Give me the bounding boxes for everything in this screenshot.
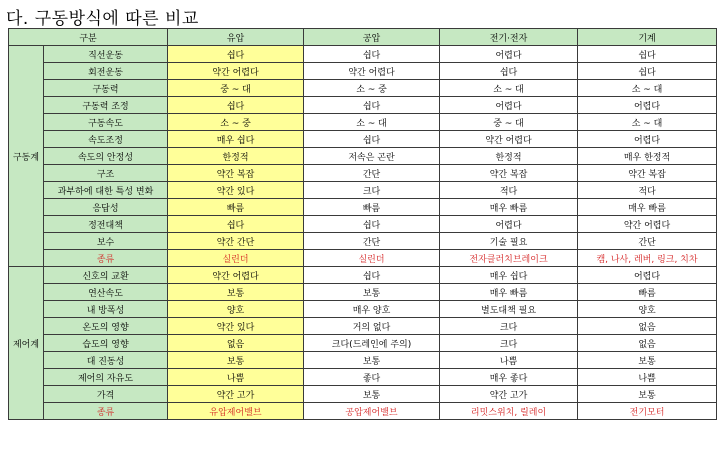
mechanical-cell: 나쁨 <box>578 369 717 386</box>
row-item-label: 온도의 영향 <box>44 318 168 335</box>
row-item-label: 내 방폭성 <box>44 301 168 318</box>
pneumatic-cell: 약간 어렵다 <box>304 63 440 80</box>
hydraulic-cell: 쉽다 <box>168 46 304 63</box>
mechanical-cell: 매우 빠름 <box>578 199 717 216</box>
table-row <box>9 369 717 386</box>
hydraulic-cell: 약간 고가 <box>168 386 304 403</box>
table-row <box>9 148 717 165</box>
hydraulic-cell: 약간 있다 <box>168 318 304 335</box>
hydraulic-cell: 소 ~ 중 <box>168 114 304 131</box>
electric-cell: 나쁨 <box>440 352 578 369</box>
pneumatic-cell: 거의 없다 <box>304 318 440 335</box>
table-row <box>9 352 717 369</box>
pneumatic-cell: 보통 <box>304 284 440 301</box>
electric-cell: 쉽다 <box>440 63 578 80</box>
row-item-label: 연산속도 <box>44 284 168 301</box>
comparison-table <box>8 28 717 420</box>
row-item-label: 가격 <box>44 386 168 403</box>
row-item-label: 과부하에 대한 특성 변화 <box>44 182 168 199</box>
table-row <box>9 199 717 216</box>
table-row <box>9 386 717 403</box>
pneumatic-cell: 공압제어밸브 <box>304 403 440 420</box>
pneumatic-cell: 보통 <box>304 386 440 403</box>
electric-cell: 소 ~ 대 <box>440 80 578 97</box>
hydraulic-cell: 유압제어밸브 <box>168 403 304 420</box>
electric-cell: 크다 <box>440 318 578 335</box>
table-row <box>9 250 717 267</box>
row-item-label: 보수 <box>44 233 168 250</box>
table-row <box>9 97 717 114</box>
page-title: 다. 구동방식에 따른 비교 <box>6 9 199 29</box>
electric-cell: 어렵다 <box>440 46 578 63</box>
row-item-label: 구동력 조정 <box>44 97 168 114</box>
header-mechanical: 기계 <box>578 29 717 46</box>
table-row <box>9 403 717 420</box>
mechanical-cell: 빠름 <box>578 284 717 301</box>
table-row <box>9 335 717 352</box>
hydraulic-cell: 약간 있다 <box>168 182 304 199</box>
mechanical-cell: 어렵다 <box>578 97 717 114</box>
electric-cell: 적다 <box>440 182 578 199</box>
mechanical-cell: 전기모터 <box>578 403 717 420</box>
row-item-label: 구동력 <box>44 80 168 97</box>
hydraulic-cell: 쉽다 <box>168 216 304 233</box>
table-row <box>9 182 717 199</box>
hydraulic-cell: 매우 쉽다 <box>168 131 304 148</box>
mechanical-cell: 보통 <box>578 352 717 369</box>
mechanical-cell: 약간 어렵다 <box>578 216 717 233</box>
electric-cell: 어렵다 <box>440 97 578 114</box>
hydraulic-cell: 보통 <box>168 352 304 369</box>
pneumatic-cell: 쉽다 <box>304 97 440 114</box>
hydraulic-cell: 약간 간단 <box>168 233 304 250</box>
mechanical-cell: 적다 <box>578 182 717 199</box>
hydraulic-cell: 쉽다 <box>168 97 304 114</box>
row-item-label: 신호의 교환 <box>44 267 168 284</box>
electric-cell: 한정적 <box>440 148 578 165</box>
electric-cell: 매우 빠름 <box>440 284 578 301</box>
pneumatic-cell: 저속은 곤란 <box>304 148 440 165</box>
hydraulic-cell: 실린더 <box>168 250 304 267</box>
pneumatic-cell: 보통 <box>304 352 440 369</box>
electric-cell: 약간 복잡 <box>440 165 578 182</box>
table-row <box>9 233 717 250</box>
hydraulic-cell: 중 ~ 대 <box>168 80 304 97</box>
pneumatic-cell: 쉽다 <box>304 131 440 148</box>
mechanical-cell: 없음 <box>578 335 717 352</box>
row-item-label: 회전운동 <box>44 63 168 80</box>
row-item-label: 정전대책 <box>44 216 168 233</box>
table-row <box>9 216 717 233</box>
mechanical-cell: 어렵다 <box>578 131 717 148</box>
row-item-label: 습도의 영향 <box>44 335 168 352</box>
header-row <box>9 29 717 46</box>
header-electric: 전기·전자 <box>440 29 578 46</box>
mechanical-cell: 없음 <box>578 318 717 335</box>
header-category: 구분 <box>9 29 168 46</box>
mechanical-cell: 약간 복잡 <box>578 165 717 182</box>
group-label: 구동계 <box>9 46 44 267</box>
hydraulic-cell: 양호 <box>168 301 304 318</box>
electric-cell: 약간 어렵다 <box>440 131 578 148</box>
electric-cell: 전자클러치브레이크 <box>440 250 578 267</box>
electric-cell: 리밋스위치, 릴레이 <box>440 403 578 420</box>
hydraulic-cell: 약간 복잡 <box>168 165 304 182</box>
pneumatic-cell: 쉽다 <box>304 46 440 63</box>
electric-cell: 매우 빠름 <box>440 199 578 216</box>
table-row <box>9 80 717 97</box>
electric-cell: 별도대책 필요 <box>440 301 578 318</box>
table-row <box>9 318 717 335</box>
row-item-label: 직선운동 <box>44 46 168 63</box>
table-row <box>9 114 717 131</box>
row-item-label: 구조 <box>44 165 168 182</box>
pneumatic-cell: 매우 양호 <box>304 301 440 318</box>
pneumatic-cell: 실린더 <box>304 250 440 267</box>
row-item-label: 구동속도 <box>44 114 168 131</box>
row-item-label: 속도의 안정성 <box>44 148 168 165</box>
mechanical-cell: 양호 <box>578 301 717 318</box>
row-item-label: 종류 <box>44 403 168 420</box>
pneumatic-cell: 크다(드레인에 주의) <box>304 335 440 352</box>
table-row <box>9 301 717 318</box>
mechanical-cell: 매우 한정적 <box>578 148 717 165</box>
electric-cell: 크다 <box>440 335 578 352</box>
hydraulic-cell: 약간 어렵다 <box>168 63 304 80</box>
header-hydraulic: 유압 <box>168 29 304 46</box>
row-item-label: 응답성 <box>44 199 168 216</box>
table-row <box>9 267 717 284</box>
mechanical-cell: 간단 <box>578 233 717 250</box>
pneumatic-cell: 좋다 <box>304 369 440 386</box>
hydraulic-cell: 나쁨 <box>168 369 304 386</box>
hydraulic-cell: 보통 <box>168 284 304 301</box>
pneumatic-cell: 쉽다 <box>304 267 440 284</box>
hydraulic-cell: 빠름 <box>168 199 304 216</box>
table-row <box>9 284 717 301</box>
mechanical-cell: 소 ~ 대 <box>578 80 717 97</box>
pneumatic-cell: 소 ~ 대 <box>304 114 440 131</box>
mechanical-cell: 보통 <box>578 386 717 403</box>
mechanical-cell: 쉽다 <box>578 46 717 63</box>
hydraulic-cell: 약간 어렵다 <box>168 267 304 284</box>
table-row <box>9 131 717 148</box>
mechanical-cell: 캠, 나사, 레버, 링크, 치차 <box>578 250 717 267</box>
mechanical-cell: 소 ~ 대 <box>578 114 717 131</box>
pneumatic-cell: 간단 <box>304 165 440 182</box>
table-body <box>9 46 717 420</box>
pneumatic-cell: 빠름 <box>304 199 440 216</box>
group-label: 제어계 <box>9 267 44 420</box>
table-row <box>9 165 717 182</box>
header-pneumatic: 공압 <box>304 29 440 46</box>
row-item-label: 대 진동성 <box>44 352 168 369</box>
row-item-label: 종류 <box>44 250 168 267</box>
electric-cell: 기술 필요 <box>440 233 578 250</box>
hydraulic-cell: 없음 <box>168 335 304 352</box>
mechanical-cell: 쉽다 <box>578 63 717 80</box>
row-item-label: 속도조정 <box>44 131 168 148</box>
mechanical-cell: 어렵다 <box>578 267 717 284</box>
table-row <box>9 46 717 63</box>
pneumatic-cell: 크다 <box>304 182 440 199</box>
hydraulic-cell: 한정적 <box>168 148 304 165</box>
electric-cell: 약간 고가 <box>440 386 578 403</box>
electric-cell: 매우 쉽다 <box>440 267 578 284</box>
table-row <box>9 63 717 80</box>
pneumatic-cell: 간단 <box>304 233 440 250</box>
electric-cell: 중 ~ 대 <box>440 114 578 131</box>
electric-cell: 매우 좋다 <box>440 369 578 386</box>
row-item-label: 제어의 자유도 <box>44 369 168 386</box>
pneumatic-cell: 소 ~ 중 <box>304 80 440 97</box>
electric-cell: 어렵다 <box>440 216 578 233</box>
pneumatic-cell: 쉽다 <box>304 216 440 233</box>
